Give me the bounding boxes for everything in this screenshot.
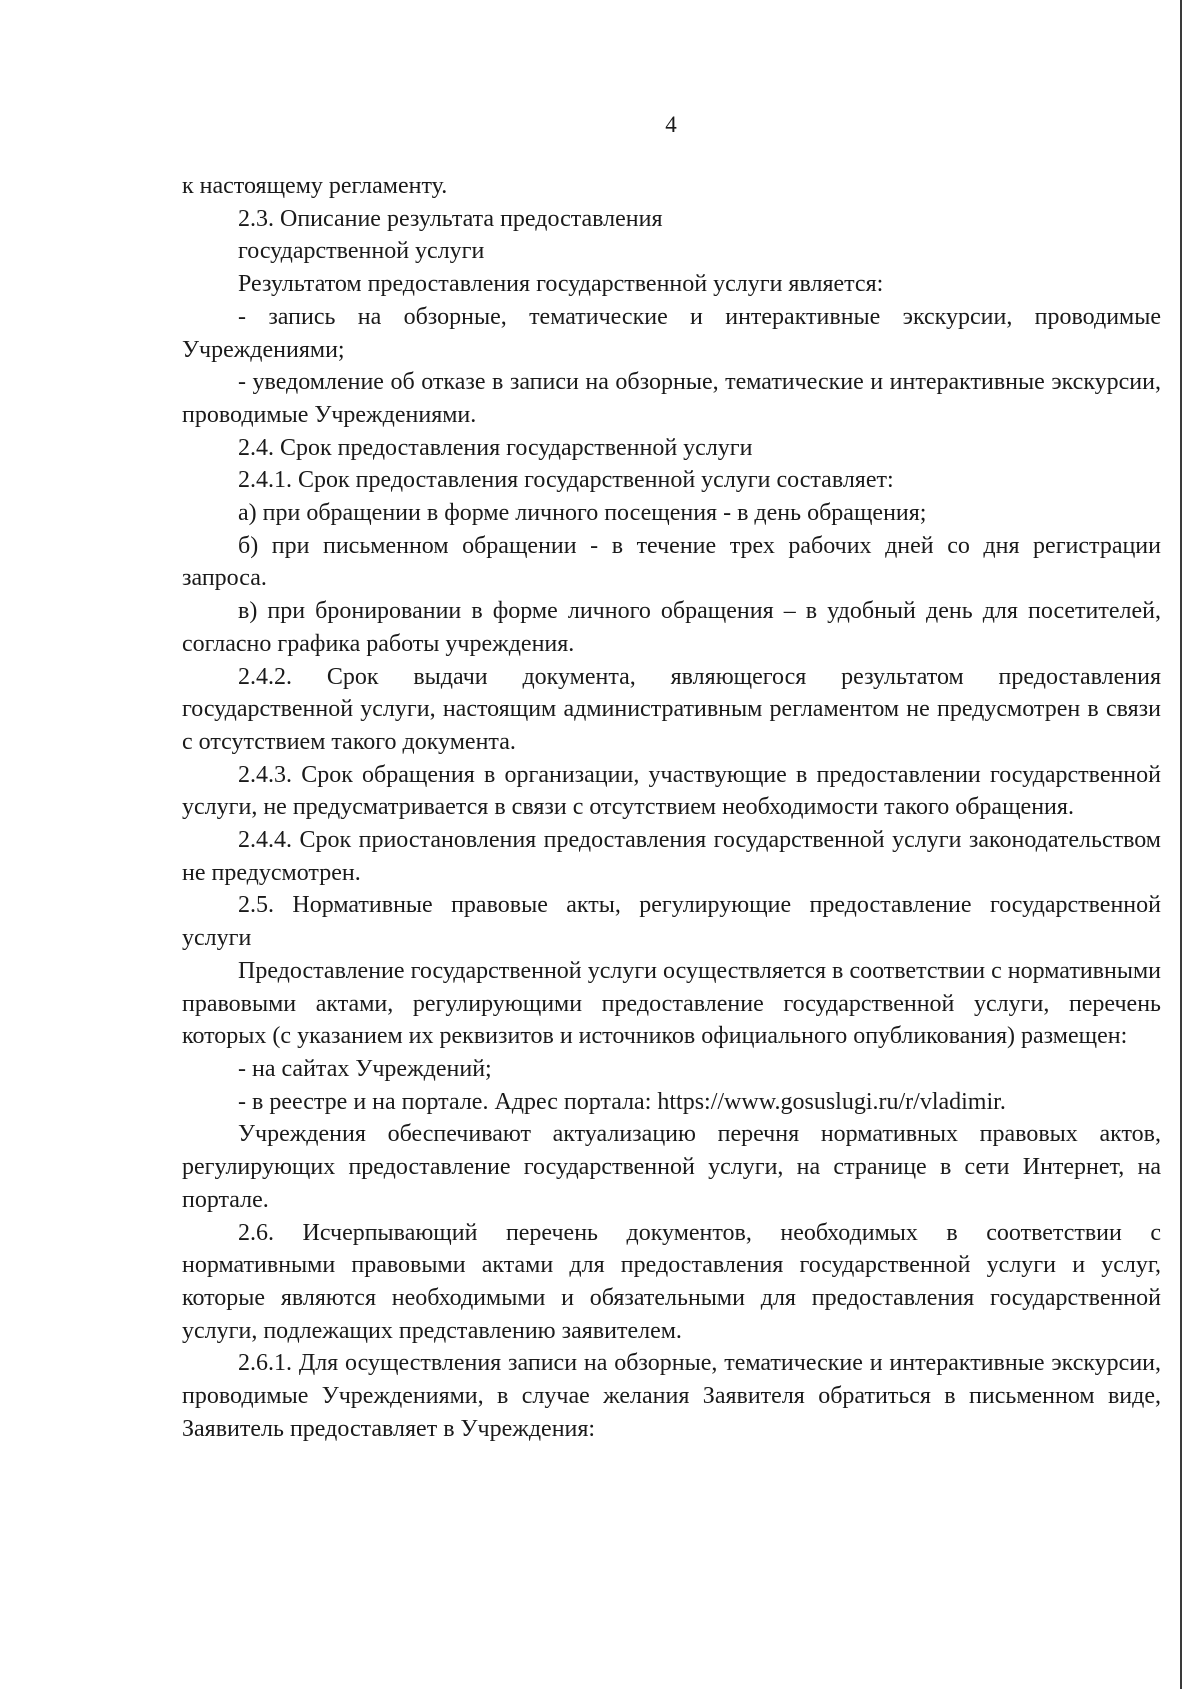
list-item: - на сайтах Учреждений; — [238, 1055, 492, 1082]
scan-border-line — [1180, 0, 1182, 1689]
paragraph: 2.4.1. Срок предоставления государственной услуги составляет: — [238, 467, 894, 494]
paragraph: Учреждения обеспечивают актуализацию перечня нормативных правовых актов, регулирующих предоставление государственной услуги, на странице в сети Интернет, на портале. — [182, 1121, 1161, 1213]
paragraph: к настоящему регламенту. — [182, 173, 448, 199]
paragraph: 2.6.1. Для осуществления записи на обзорные, тематические и интерактивные экскурсии, проводимые Учреждениями, в случае желания Заявителя обратиться в письменном виде, Заявитель предоставляет в Учреждения: — [182, 1350, 1161, 1442]
list-item: - уведомление об отказе в записи на обзорные, тематические и интерактивные экскурсии, проводимые Учреждениями. — [182, 369, 1161, 428]
document-body — [182, 170, 1161, 1445]
section-heading: 2.4. Срок предоставления государственной услуги — [238, 434, 753, 461]
list-item: - запись на обзорные, тематические и интерактивные экскурсии, проводимые Учреждениями; — [182, 303, 1161, 363]
paragraph: Предоставление государственной услуги осуществляется в соответствии с нормативными правовыми актами, регулирующими предоставление государственной услуги, перечень которых (с указанием их реквизитов и источников официального опубликования) размещен: — [182, 957, 1161, 1050]
section-heading: 2.5. Нормативные правовые акты, регулирующие предоставление государственной услуги — [182, 892, 1161, 952]
paragraph: 2.4.3. Срок обращения в организации, участвующие в предоставлении государственной услуги, не предусматривается в связи с отсутствием необходимости такого обращения. — [182, 761, 1161, 821]
section-heading: 2.6. Исчерпывающий перечень документов, необходимых в соответствии с нормативными правовыми актами для предоставления государственной услуги и услуг, которые являются необходимыми и обязательными для предоставления государственной услуги, подлежащих представлению заявителем. — [182, 1219, 1161, 1344]
paragraph: Результатом предоставления государственной услуги является: — [238, 271, 884, 298]
paragraph: 2.4.2. Срок выдачи документа, являющегося результатом предоставления государственной услуги, настоящим административным регламентом не предусмотрен в связи с отсутствием такого документа. — [182, 663, 1161, 755]
list-item: б) при письменном обращении - в течение трех рабочих дней со дня регистрации запроса. — [182, 532, 1161, 592]
section-heading-continuation: государственной услуги — [238, 238, 485, 265]
paragraph: 2.4.4. Срок приостановления предоставления государственной услуги законодательством не предусмотрен. — [182, 827, 1161, 886]
section-heading: 2.3. Описание результата предоставления — [238, 205, 663, 232]
list-item: в) при бронировании в форме личного обращения – в удобный день для посетителей, согласно графика работы учреждения. — [182, 598, 1161, 657]
list-item: а) при обращении в форме личного посещения - в день обращения; — [238, 500, 927, 527]
page-number: 4 — [665, 112, 677, 137]
list-item: - в реестре и на портале. Адрес портала: https://www.gosuslugi.ru/r/vladimir. — [238, 1088, 1006, 1115]
